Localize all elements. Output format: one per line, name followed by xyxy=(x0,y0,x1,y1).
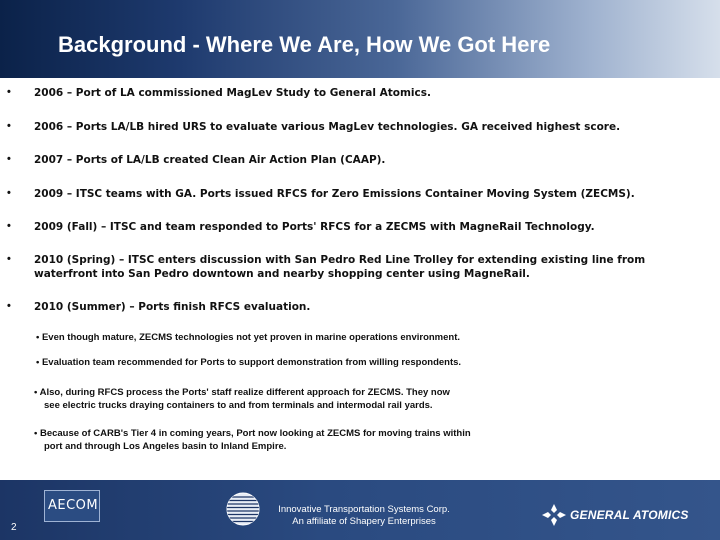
bullet-marker: • xyxy=(7,86,11,98)
bullet-marker: • xyxy=(7,220,11,232)
bullet-marker: • xyxy=(7,300,11,312)
bullet-text: 2009 – ITSC teams with GA. Ports issued RFCS for Zero Emissions Container Moving System (ZECMS). xyxy=(34,188,635,200)
bullet-marker: • xyxy=(7,120,11,132)
general-atomics-icon xyxy=(542,504,566,526)
bullet-marker: • xyxy=(7,253,11,265)
itsc-company-name: Innovative Transportation Systems Corp. xyxy=(278,504,450,515)
sub-point xyxy=(34,387,634,412)
sub-point-line: • Evaluation team recommended for Ports to support demonstration from willing respondents. xyxy=(36,357,462,368)
sub-point xyxy=(36,357,636,370)
sub-point-line: port and through Los Angeles basin to Inland Empire. xyxy=(44,440,287,452)
sub-point-line: • Also, during RFCS process the Ports' staff realize different approach for ZECMS. They now xyxy=(34,387,450,398)
slide-title: Background - Where We Are, How We Got Here xyxy=(58,32,551,57)
sub-point-line: see electric trucks draying containers to and from terminals and intermodal rail yards. xyxy=(44,399,433,411)
bullet-text: 2006 – Ports LA/LB hired URS to evaluate various MagLev technologies. GA received highest score. xyxy=(34,121,621,133)
bullet-marker: • xyxy=(7,153,11,165)
sub-point xyxy=(36,332,636,345)
page-number: 2 xyxy=(11,522,17,533)
bullet-text: 2006 – Port of LA commissioned MagLev Study to General Atomics. xyxy=(34,87,431,99)
bullet-marker: • xyxy=(7,187,11,199)
general-atomics-logo-text: GENERAL ATOMICS xyxy=(570,508,689,522)
title-bar xyxy=(0,0,720,78)
aecom-logo-text: AECOM xyxy=(48,498,99,513)
bullet-text: 2009 (Fall) – ITSC and team responded to Ports' RFCS for a ZECMS with MagneRail Technology. xyxy=(34,221,595,233)
sub-point-line: • Even though mature, ZECMS technologies not yet proven in marine operations environment. xyxy=(36,332,461,343)
itsc-globe-icon xyxy=(226,492,260,526)
itsc-affiliate: An affiliate of Shapery Enterprises xyxy=(292,516,436,527)
bullet-text: 2007 – Ports of LA/LB created Clean Air Action Plan (CAAP). xyxy=(34,154,386,166)
bullet-text: 2010 (Spring) – ITSC enters discussion with San Pedro Red Line Trolley for extending existing line from waterfront into San Pedro downtown and nearby shopping center using MagneRail. xyxy=(34,254,646,280)
sub-point-line: • Because of CARB's Tier 4 in coming years, Port now looking at ZECMS for moving trains within xyxy=(34,428,471,439)
bullet-text: 2010 (Summer) – Ports finish RFCS evaluation. xyxy=(34,301,311,313)
sub-point xyxy=(34,428,634,453)
